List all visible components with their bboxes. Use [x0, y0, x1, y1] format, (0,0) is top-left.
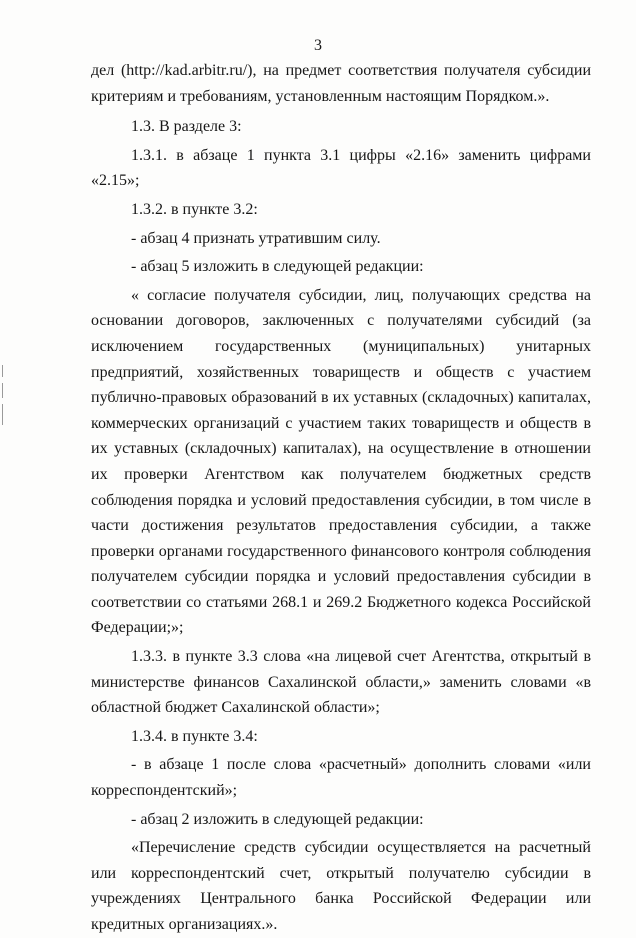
clause-1-3-4-item-1: - в абзаце 1 после слова «расчетный» дополнить словами «или корреспондентский»;: [91, 756, 591, 800]
paragraph-continuation-line-2: критериям и требованиям, установленным настоящим Порядком.».: [91, 87, 550, 105]
clause-1-3-3: 1.3.3. в пункте 3.3 слова «на лицевой счет Агентства, открытый в министерстве финансов Сахалинской области,» заменить словами «в областной бюджет Сахалинской области»;: [91, 648, 591, 717]
quoted-transfer-paragraph: «Перечисление средств субсидии осуществляется на расчетный или корреспондентский счет, открытый получателю субсидии в учреждениях Центрального банка Российской Федерации или кредитных организациях.».: [91, 839, 591, 933]
clause-1-3-2: 1.3.2. в пункте 3.2:: [131, 200, 258, 218]
paragraph-continuation-line-1: дел (http://kad.arbitr.ru/), на предмет соответствия получателя субсидии: [91, 62, 591, 79]
clause-1-3-2-item-2: - абзац 5 изложить в следующей редакции:: [131, 258, 424, 276]
clause-1-3-2-item-1: - абзац 4 признать утратившим силу.: [131, 229, 381, 247]
page-number: 3: [314, 37, 322, 54]
clause-1-3-heading: 1.3. В разделе 3:: [131, 118, 242, 136]
scan-margin-mark: [2, 365, 3, 425]
quoted-consent-paragraph: « согласие получателя субсидии, лиц, получающих средства на основании договоров, заключенных с получателями субсидий (за исключением государственных (муниципальных) унитарных предприятий, хозяйственных товариществ и обществ с участием публично-правовых образований в их уставных (складочных) капиталах, коммерческих организаций с участием таких товариществ и обществ в их уставных (складочных) капиталах), на осуществление в отношении их проверки Агентством как получателем бюджетных средств соблюдения порядка и условий предоставления субсидии, в том числе в части достижения результатов предоставления субсидии, а также проверки органами государственного финансового контроля соблюдения получателем субсидии порядка и условий предоставления субсидии в соответствии со статьями 268.1 и 269.2 Бюджетного кодекса Российской Федерации;»;: [91, 286, 591, 637]
clause-1-3-1: 1.3.1. в абзаце 1 пункта 3.1 цифры «2.16» заменить цифрами «2.15»;: [91, 146, 591, 190]
clause-1-3-4-item-2: - абзац 2 изложить в следующей редакции:: [131, 810, 424, 828]
document-body: [91, 58, 591, 938]
clause-1-3-4: 1.3.4. в пункте 3.4:: [131, 727, 258, 745]
